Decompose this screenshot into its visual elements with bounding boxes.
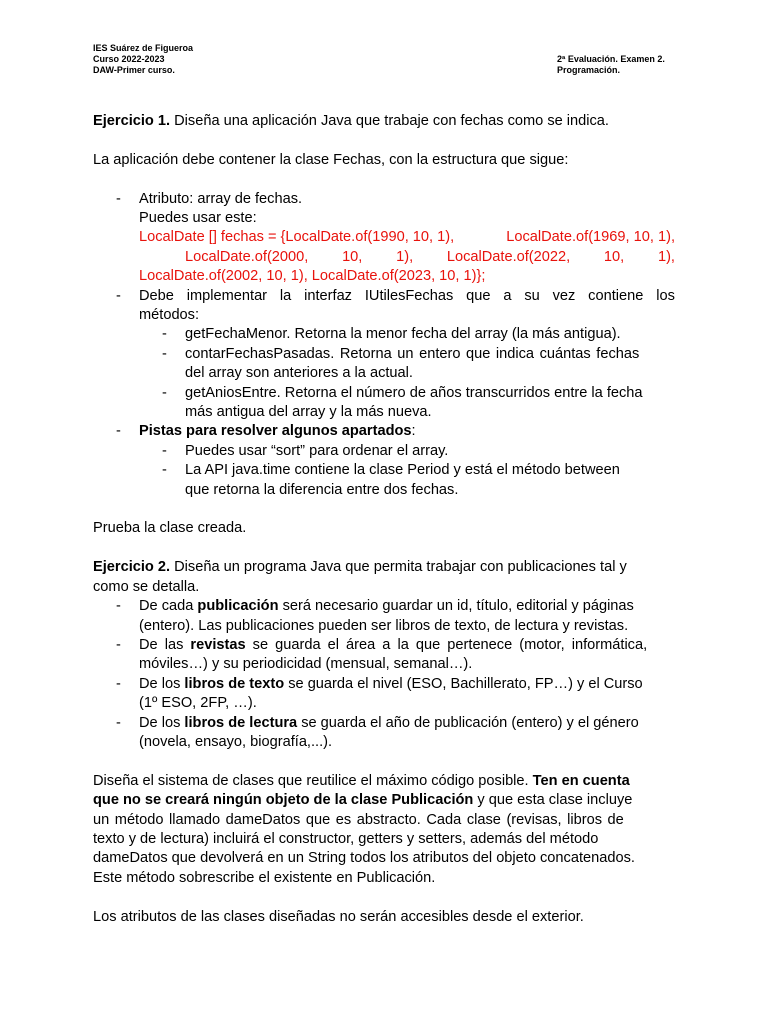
bullet-dash: - — [162, 326, 167, 343]
exercise-1-heading — [93, 112, 675, 131]
exercise-2-heading — [93, 558, 675, 577]
keyword: publicación — [197, 598, 279, 615]
bullet-dash: - — [116, 598, 121, 615]
list-item-hint-1 — [93, 442, 675, 461]
header-right — [557, 54, 665, 76]
attribute-hint: Puedes usar este: — [139, 210, 257, 226]
bullet-dash: - — [116, 675, 121, 692]
method-text: contarFechasPasadas. Retorna un entero que indica cuántas fechas — [185, 345, 640, 362]
bullet-dash: - — [162, 384, 167, 401]
code-fragment: 10, — [603, 248, 625, 265]
text: será necesario guardar un id, título, editorial y páginas — [278, 598, 634, 615]
exercise-1 — [93, 112, 675, 927]
bullet-dash: - — [162, 462, 167, 479]
word: IUtilesFechas — [364, 287, 454, 304]
header-left — [93, 43, 193, 76]
list-item-attribute — [93, 190, 675, 287]
code-fragment: LocalDate.of(1969, 10, 1), — [506, 229, 675, 246]
course-year: Curso 2022-2023 — [93, 54, 165, 64]
exercise-1-paragraph: La aplicación debe contener la clase Fechas, con la estructura que sigue: — [93, 151, 569, 168]
word: que — [466, 287, 491, 304]
exercise-2-title: Ejercicio 2. — [93, 559, 171, 576]
word: los — [656, 287, 675, 304]
list-item-hint-2 — [93, 461, 675, 500]
text: texto y de lectura) incluirá el constructor, getters y setters, además del método — [93, 830, 599, 847]
word: vez — [552, 287, 576, 304]
bullet-dash: - — [116, 287, 121, 304]
school-name: IES Suárez de Figueroa — [93, 43, 194, 53]
bullet-dash: - — [162, 345, 167, 362]
word: implementar — [186, 287, 268, 304]
word: Debe — [139, 287, 174, 304]
hint-text: Puedes usar “sort” para ordenar el array. — [185, 442, 449, 459]
emphasis: Ten en cuenta — [532, 772, 630, 789]
code-line-3: LocalDate.of(2002, 10, 1), LocalDate.of(2023, 10, 1)}; — [139, 268, 486, 285]
exercise-2-intro: Diseña un programa Java que permita trabajar con publicaciones tal y — [170, 559, 627, 576]
bullet-dash: - — [116, 636, 121, 653]
list-item-method-3 — [93, 384, 675, 423]
text: Este método sobrescribe el existente en Publicación. — [93, 869, 436, 886]
code-line-1 — [139, 228, 675, 247]
list-item-publication — [93, 597, 675, 636]
keyword: revistas — [190, 636, 246, 653]
code-fragment: LocalDate [] fechas = {LocalDate.of(1990, 10, 1), — [139, 229, 455, 246]
page-header — [93, 43, 675, 77]
bullet-dash: - — [162, 442, 167, 459]
group-name: DAW-Primer curso. — [93, 65, 175, 75]
text: un método llamado dameDatos que es abstracto. Cada clase (revisas, libros de — [93, 811, 624, 828]
text: dameDatos que devolverá en un String todos los atributos del objeto concatenados. — [93, 850, 635, 867]
list-item-hints — [93, 422, 675, 441]
bullet-dash: - — [116, 190, 121, 207]
subject-label: Programación. — [557, 65, 621, 75]
exercise-1-intro: Diseña una aplicación Java que trabaje con fechas como se indica. — [170, 113, 609, 129]
word: interfaz — [304, 287, 352, 304]
keyword: libros de lectura — [184, 714, 298, 731]
text: se guarda el año de publicación (entero) y el género — [297, 714, 639, 731]
text: (entero). Las publicaciones pueden ser libros de texto, de lectura y revistas. — [139, 617, 629, 634]
code-fragment: 1), — [657, 248, 675, 265]
word: a — [503, 287, 512, 304]
list-item-magazines — [93, 636, 675, 675]
list-item-method-2 — [93, 345, 675, 384]
attribute-line: Atributo: array de fechas. — [139, 190, 303, 207]
word: la — [279, 287, 292, 304]
text: se guarda el área a la que pertenece (motor, informática, — [245, 636, 648, 653]
hints-colon: : — [411, 423, 416, 440]
final-paragraph: Los atributos de las clases diseñadas no serán accesibles desde el exterior. — [93, 908, 584, 925]
code-line-2 — [139, 248, 675, 267]
text: De cada — [139, 598, 198, 615]
evaluation-label: 2ª Evaluación. Examen 2. — [557, 54, 665, 64]
text: Diseña el sistema de clases que reutilice el máximo código posible. — [93, 772, 533, 789]
code-fragment: 1), — [396, 248, 414, 265]
text: De los — [139, 675, 185, 692]
word: su — [524, 287, 540, 304]
code-fragment: 10, — [342, 248, 363, 265]
text: De los — [139, 714, 185, 731]
hints-title: Pistas para resolver algunos apartados — [139, 423, 412, 440]
keyword: libros de texto — [184, 675, 285, 692]
method-text: del array son anteriores a la actual. — [185, 365, 413, 382]
code-fragment: LocalDate.of(2022, — [446, 248, 571, 265]
interface-line — [139, 287, 675, 306]
list-item-reading-books — [93, 714, 675, 753]
text: (1º ESO, 2FP, …). — [139, 695, 257, 712]
bullet-dash: - — [116, 714, 121, 731]
text: De las — [139, 636, 191, 653]
text: (novela, ensayo, biografía,...). — [139, 733, 333, 750]
list-item-interface — [93, 287, 675, 326]
method-text: más antigua del array y la más nueva. — [185, 404, 432, 421]
methods-label: métodos: — [139, 307, 200, 324]
list-item-textbooks — [93, 675, 675, 714]
text: y que esta clase incluye — [473, 792, 633, 809]
word: contiene — [588, 287, 644, 304]
hint-text: que retorna la diferencia entre dos fechas. — [185, 481, 459, 498]
design-paragraph — [93, 772, 675, 888]
test-instruction: Prueba la clase creada. — [93, 520, 247, 537]
exercise-1-title: Ejercicio 1. — [93, 113, 171, 129]
text: se guarda el nivel (ESO, Bachillerato, FP…) y el Curso — [284, 675, 643, 692]
method-text: getFechaMenor. Retorna la menor fecha del array (la más antigua). — [185, 326, 621, 343]
text: móviles…) y su periodicidad (mensual, semanal…). — [139, 656, 473, 673]
code-fragment: LocalDate.of(2000, — [185, 248, 309, 265]
emphasis: que no se creará ningún objeto de la clase Publicación — [93, 792, 474, 809]
bullet-dash: - — [116, 423, 121, 440]
list-item-method-1 — [93, 325, 675, 344]
method-text: getAniosEntre. Retorna el número de años transcurridos entre la fecha — [185, 384, 643, 401]
hint-text: La API java.time contiene la clase Period y está el método between — [185, 462, 620, 479]
exercise-2-intro-cont: como se detalla. — [93, 578, 200, 595]
